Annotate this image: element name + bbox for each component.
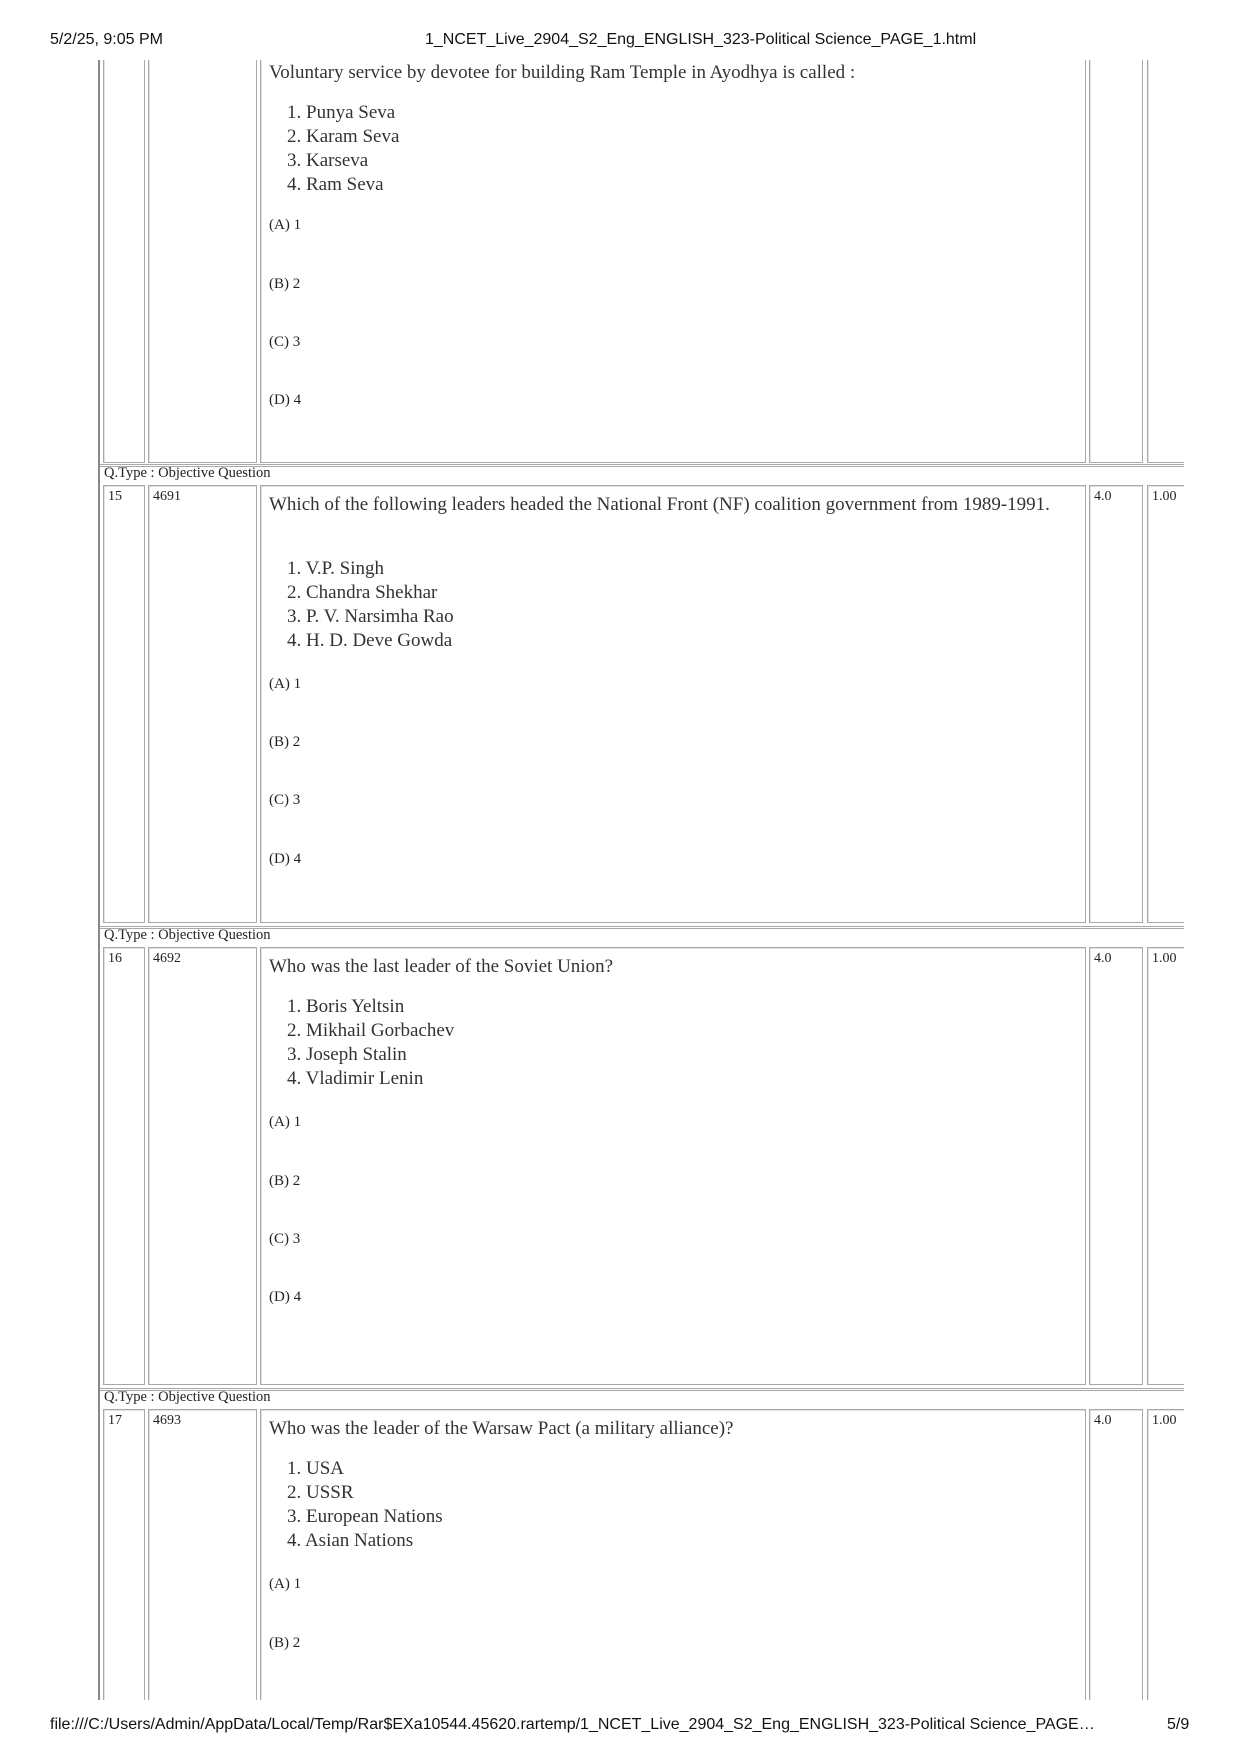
option-item: 2. Karam Seva [287,126,400,147]
option-item: 3. European Nations [287,1506,443,1527]
question-cell [260,1409,1086,1700]
answer-choice-a: (A) 1 [269,217,302,233]
sno-cell: 17 [103,1409,145,1700]
option-item: 2. Mikhail Gorbachev [287,1020,455,1041]
answer-choice-a: (A) 1 [269,1114,302,1130]
option-item: 1. USA [287,1458,345,1479]
question-row-17 [98,1409,1184,1700]
qid-cell: 4693 [148,1409,257,1700]
page-number: 5/9 [1167,1716,1190,1733]
file-url: file:///C:/Users/Admin/AppData/Local/Temp/Rar$EXa10544.45620.rartemp/1_NCET_Live_2904_S2_Eng_ENGLISH_323-Political Science_PAGE… [50,1716,1095,1733]
option-item: 4. Vladimir Lenin [287,1068,424,1089]
question-type-label: Q.Type : Objective Question [104,465,271,481]
qid-cell: 4692 [148,947,257,1385]
option-item: 3. P. V. Narsimha Rao [287,606,454,627]
question-type-label: Q.Type : Objective Question [104,927,271,943]
negative-marks-cell: 1.00 [1147,1409,1184,1700]
answer-choice-d: (D) 4 [269,1289,302,1305]
negative-marks-cell [1147,60,1184,463]
qid-cell: 4691 [148,485,257,923]
marks-cell: 4.0 [1089,485,1143,923]
answer-choice-a: (A) 1 [269,676,302,692]
question-cell [260,60,1086,463]
option-item: 3. Karseva [287,150,369,171]
question-cell [260,485,1086,923]
option-list [287,101,399,197]
sno-cell: 15 [103,485,145,923]
answer-choice-c: (C) 3 [269,792,301,808]
option-item: 2. Chandra Shekhar [287,582,438,603]
document-title: 1_NCET_Live_2904_S2_Eng_ENGLISH_323-Political Science_PAGE_1.html [425,31,977,48]
question-cell [260,947,1086,1385]
marks-cell: 4.0 [1089,947,1143,1385]
question-row-15 [98,485,1184,923]
option-item: 4. Asian Nations [287,1530,414,1551]
question-text: Which of the following leaders headed the National Front (NF) coalition government from 1989-1991. [269,494,1050,515]
qid-cell [148,60,257,463]
option-item: 4. H. D. Deve Gowda [287,630,453,651]
option-list [287,995,454,1091]
option-item: 2. USSR [287,1482,354,1503]
answer-choice-c: (C) 3 [269,334,301,350]
option-item: 1. Punya Seva [287,102,396,123]
question-row-16 [98,947,1184,1385]
marks-cell [1089,60,1143,463]
question-text: Who was the leader of the Warsaw Pact (a military alliance)? [269,1418,734,1439]
marks-cell: 4.0 [1089,1409,1143,1700]
option-item: 4. Ram Seva [287,174,384,195]
option-list [287,557,454,653]
negative-marks-cell: 1.00 [1147,947,1184,1385]
question-paper-table [98,60,1184,1700]
question-row-14 [98,60,1184,463]
answer-choice-d: (D) 4 [269,392,302,408]
question-text: Voluntary service by devotee for building Ram Temple in Ayodhya is called : [269,62,856,83]
option-item: 3. Joseph Stalin [287,1044,407,1065]
option-list [287,1457,443,1553]
answer-choice-b: (B) 2 [269,1173,301,1189]
sno-cell [103,60,145,463]
option-item: 1. Boris Yeltsin [287,996,405,1017]
answer-choice-a: (A) 1 [269,1576,302,1592]
question-text: Who was the last leader of the Soviet Union? [269,956,614,977]
answer-choice-b: (B) 2 [269,1635,301,1651]
negative-marks-cell: 1.00 [1147,485,1184,923]
option-item: 1. V.P. Singh [287,558,384,579]
answer-choice-b: (B) 2 [269,276,301,292]
answer-choice-c: (C) 3 [269,1231,301,1247]
sno-cell: 16 [103,947,145,1385]
answer-choice-b: (B) 2 [269,734,301,750]
answer-choice-d: (D) 4 [269,851,302,867]
print-datetime: 5/2/25, 9:05 PM [50,31,163,48]
question-type-label: Q.Type : Objective Question [104,1389,271,1405]
